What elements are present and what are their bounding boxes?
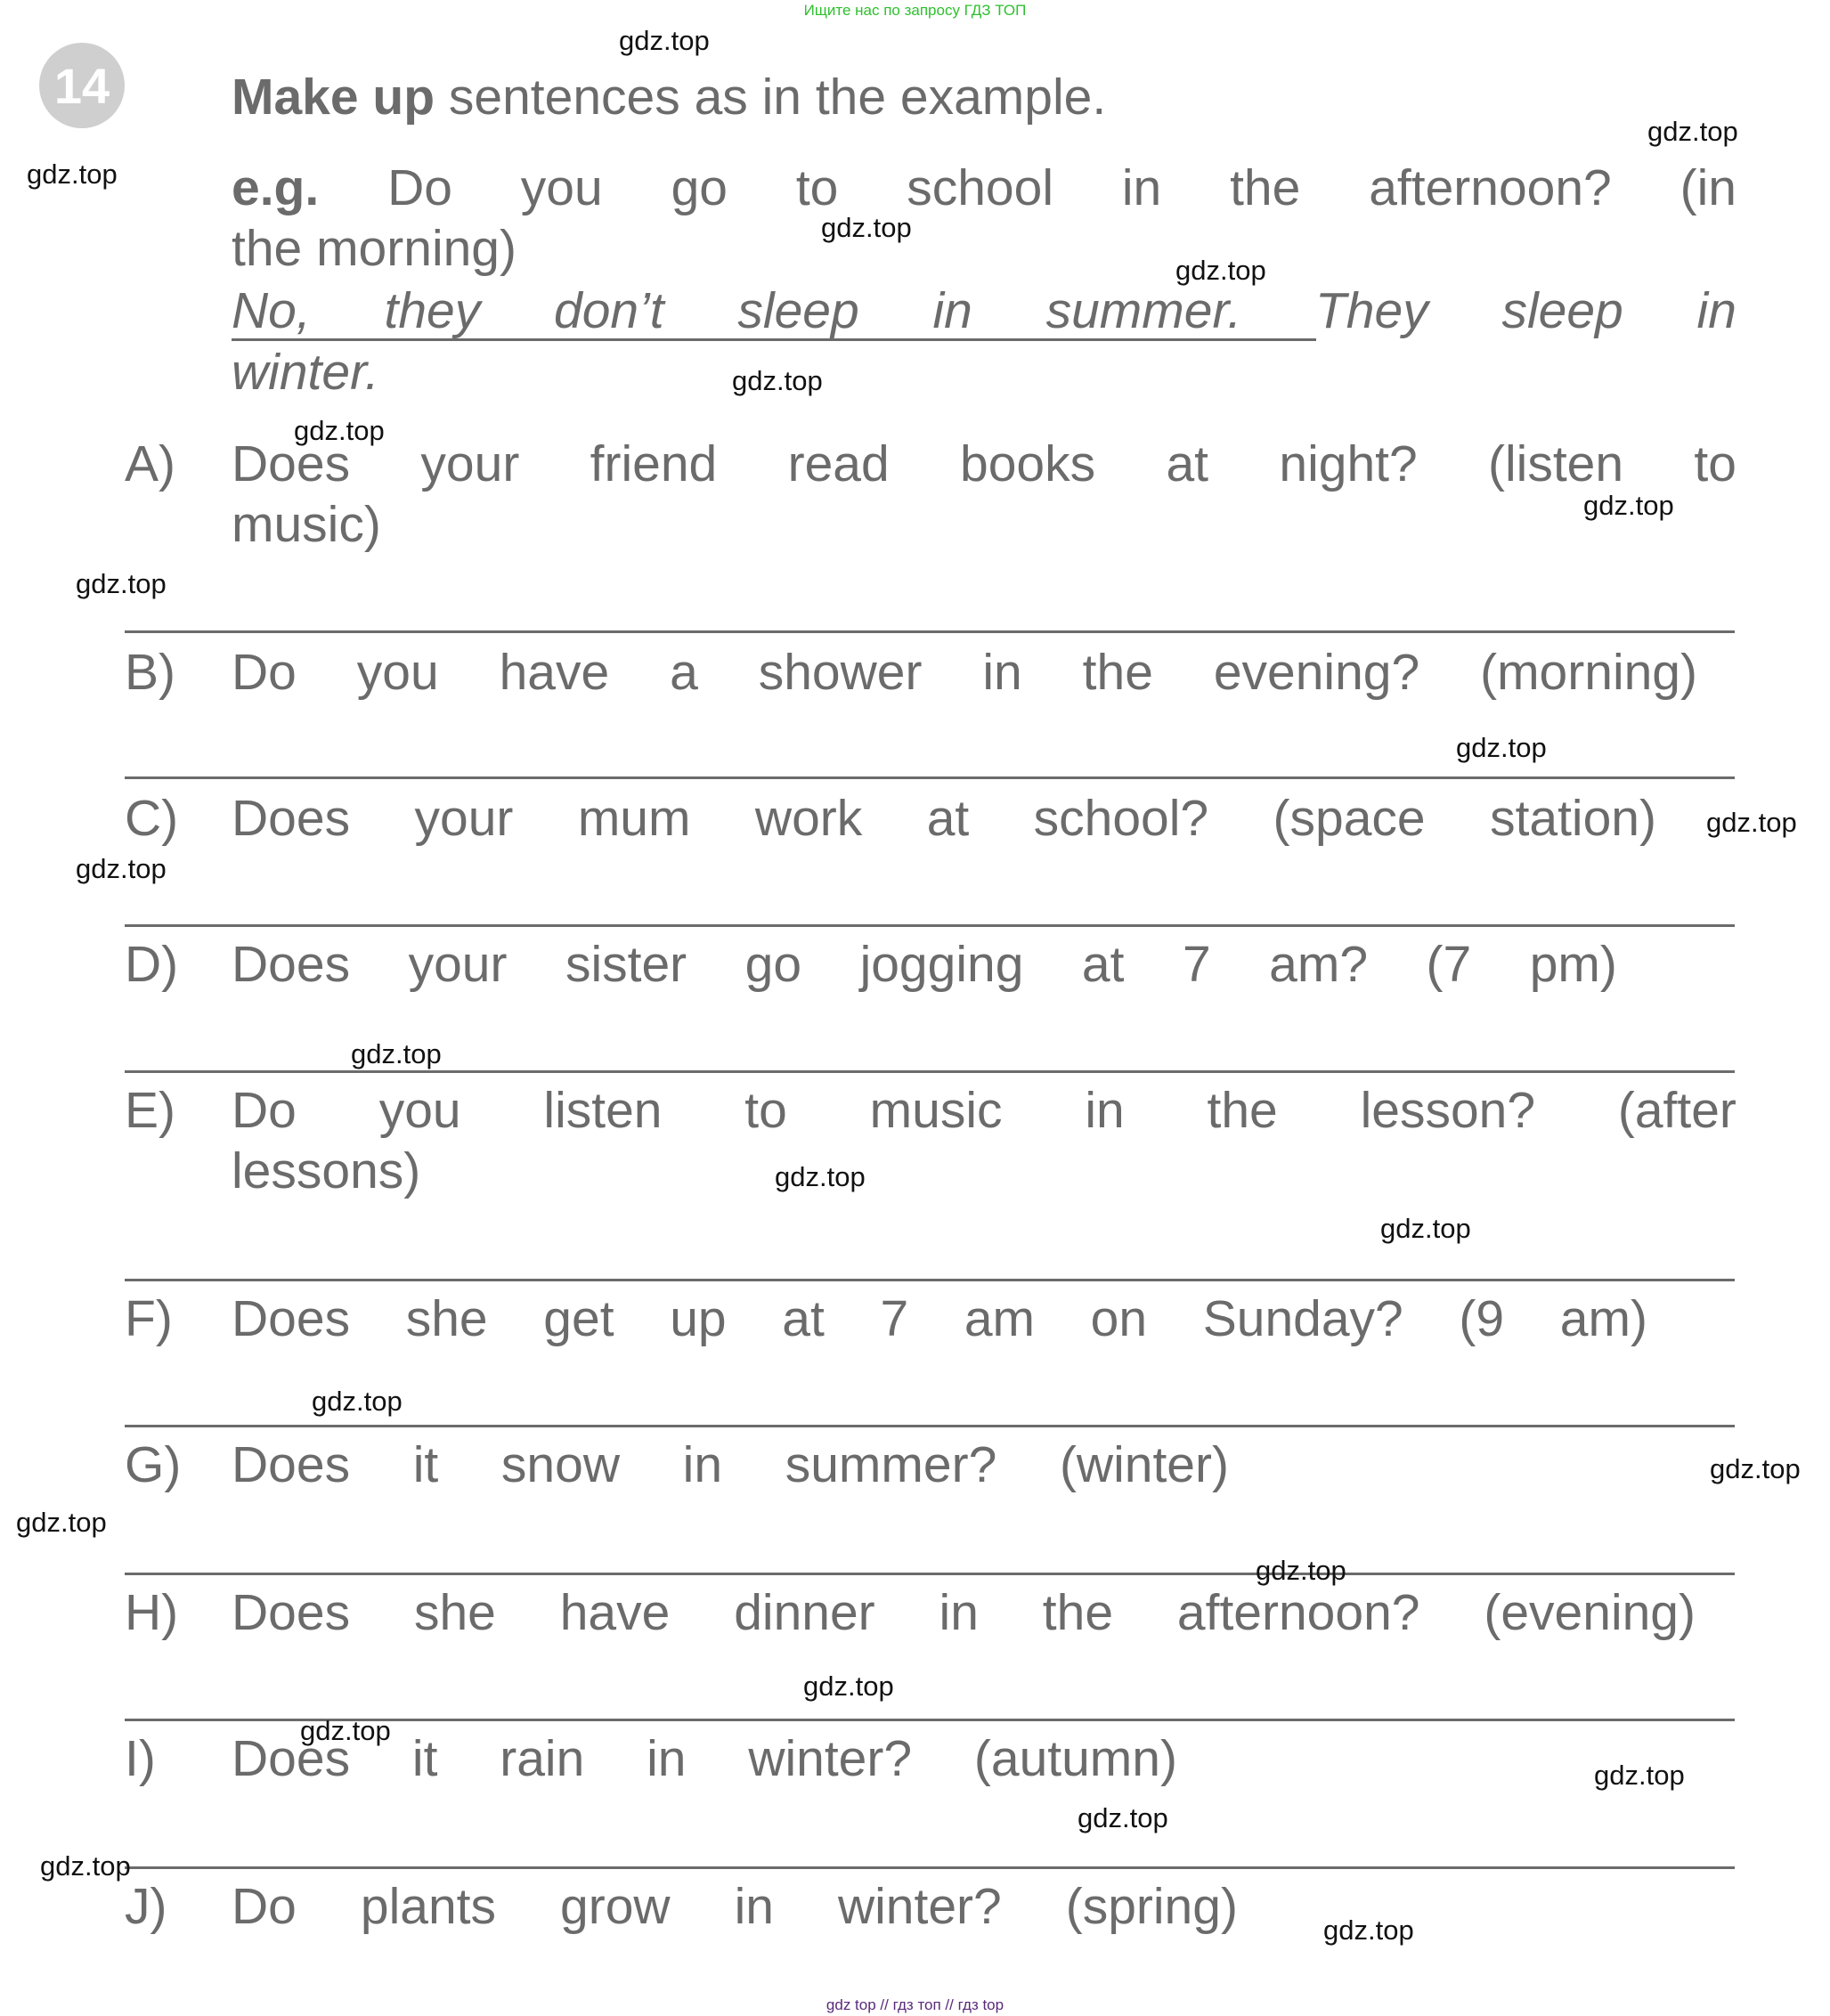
watermark: gdz.top (1583, 490, 1674, 521)
word: am? (1269, 936, 1369, 993)
word: evening? (1213, 644, 1420, 701)
watermark: gdz.top (1256, 1555, 1346, 1586)
question-letter-c: C) (125, 790, 179, 847)
word: in (1085, 1082, 1125, 1139)
word: the (1230, 159, 1301, 216)
word: winter? (748, 1730, 913, 1787)
word: your (420, 435, 520, 492)
answer-line-d[interactable] (125, 1070, 1735, 1073)
word: dinner (734, 1584, 875, 1641)
word: she (405, 1290, 488, 1347)
word: plants (360, 1878, 496, 1935)
word: 7 (880, 1290, 909, 1347)
answer-line-g[interactable] (125, 1573, 1735, 1575)
word: you (378, 1082, 461, 1139)
word: to (744, 1082, 787, 1139)
word: Does (232, 790, 351, 847)
question-letter-i: I) (125, 1730, 156, 1787)
word: rain (500, 1730, 585, 1787)
question-letter-j: J) (125, 1878, 167, 1935)
word: night? (1279, 435, 1418, 492)
watermark: gdz.top (1323, 1914, 1414, 1946)
question-g-line1 (232, 1435, 1229, 1494)
word: snow (500, 1436, 620, 1493)
word: go (744, 936, 802, 993)
word: at (926, 790, 970, 847)
word: she (413, 1584, 496, 1641)
word: Does (232, 1290, 351, 1347)
word: the (1042, 1584, 1114, 1641)
example-answer-underline (232, 338, 1316, 341)
word: (in (1680, 159, 1736, 216)
word: Do (232, 1878, 297, 1935)
word: to (1694, 435, 1736, 492)
watermark: gdz.top (803, 1671, 894, 1702)
word: it (411, 1730, 438, 1787)
word: school? (1033, 790, 1209, 847)
watermark: gdz.top (1456, 732, 1547, 763)
word: am) (1559, 1290, 1647, 1347)
word: the (1082, 644, 1153, 701)
word: (space (1273, 790, 1426, 847)
word: you (356, 644, 439, 701)
word: station) (1490, 790, 1656, 847)
word: (listen (1488, 435, 1624, 492)
word: (after (1617, 1082, 1736, 1139)
watermark: gdz.top (775, 1161, 866, 1192)
word: sleep (1501, 282, 1623, 339)
watermark: gdz.top (1078, 1802, 1168, 1833)
answer-line-a[interactable] (125, 630, 1735, 633)
watermark: gdz.top (1380, 1213, 1471, 1244)
word: in (1121, 159, 1162, 216)
answer-line-e[interactable] (125, 1279, 1735, 1281)
question-letter-h: H) (125, 1584, 179, 1641)
word: Does (232, 1584, 351, 1641)
answer-line-c[interactable] (125, 924, 1735, 927)
word: am (964, 1290, 1036, 1347)
question-d-line1 (232, 935, 1617, 994)
example-label: e.g. (232, 159, 320, 216)
watermark: gdz.top (1647, 116, 1738, 147)
word: Does (232, 1436, 351, 1493)
word: listen (543, 1082, 663, 1139)
word: books (960, 435, 1096, 492)
watermark: gdz.top (1710, 1453, 1801, 1484)
word: up (670, 1290, 727, 1347)
watermark: gdz.top (40, 1850, 131, 1882)
instruction-bold: Make up (232, 69, 435, 126)
word: (autumn) (973, 1730, 1177, 1787)
word: get (543, 1290, 614, 1347)
word: Do (232, 1082, 297, 1139)
word: jogging (859, 936, 1024, 993)
answer-line-b[interactable] (125, 776, 1735, 779)
word: (evening) (1484, 1584, 1696, 1641)
word: at (1166, 435, 1209, 492)
word: it (412, 1436, 439, 1493)
watermark: gdz.top (1706, 807, 1797, 838)
example-question-line1 (232, 159, 1736, 217)
word: at (782, 1290, 825, 1347)
word: friend (590, 435, 718, 492)
watermark: gdz.top (76, 853, 167, 884)
watermark: gdz.top (351, 1038, 442, 1069)
watermark: gdz.top (732, 365, 823, 396)
question-f-line1 (232, 1289, 1647, 1348)
word: in (982, 644, 1022, 701)
watermark: gdz.top (619, 25, 710, 56)
word: summer. (1045, 282, 1242, 339)
question-a-line2: music) (232, 496, 381, 553)
word: (7 (1426, 936, 1472, 993)
example-answer-line2: winter. (232, 344, 379, 401)
word: music (869, 1082, 1003, 1139)
footer: gdz top // гдз топ // гдз top (826, 1996, 1004, 2013)
instruction (232, 68, 1273, 126)
word: sister (565, 936, 687, 993)
word: have (559, 1584, 671, 1641)
watermark: gdz.top (312, 1386, 403, 1417)
word: in (647, 1730, 687, 1787)
watermark: gdz.top (1594, 1760, 1685, 1791)
example-question-line2: the morning) (232, 220, 516, 277)
word: lesson? (1360, 1082, 1536, 1139)
word: sleep (737, 282, 859, 339)
question-e-line2: lessons) (232, 1142, 421, 1199)
word: in (734, 1878, 774, 1935)
word: Do (387, 159, 452, 216)
word: your (408, 936, 508, 993)
example-answer-line1 (232, 281, 1736, 340)
word: Does (232, 1730, 351, 1787)
word: the (1207, 1082, 1278, 1139)
word: in (932, 282, 972, 339)
word: they (384, 282, 481, 339)
question-letter-b: B) (125, 644, 175, 701)
question-j-line1 (232, 1877, 1238, 1936)
word: afternoon? (1369, 159, 1612, 216)
word: your (414, 790, 514, 847)
word: (winter) (1059, 1436, 1229, 1493)
question-b-line1 (232, 643, 1697, 702)
watermark: gdz.top (16, 1507, 107, 1538)
word: winter? (837, 1878, 1002, 1935)
word: don’t (554, 282, 664, 339)
question-h-line1 (232, 1583, 1696, 1642)
watermark: gdz.top (1175, 255, 1266, 286)
word: go (671, 159, 728, 216)
word: grow (560, 1878, 671, 1935)
word: have (499, 644, 610, 701)
question-letter-f: F) (125, 1290, 173, 1347)
word: Does (232, 435, 351, 492)
question-letter-e: E) (125, 1082, 175, 1139)
word: (morning) (1480, 644, 1697, 701)
watermark: gdz.top (300, 1715, 391, 1746)
instruction-rest: sentences as in the example. (448, 69, 1107, 126)
question-letter-a: A) (125, 435, 175, 492)
question-letter-d: D) (125, 936, 179, 993)
word: school (907, 159, 1053, 216)
word: Sunday? (1202, 1290, 1403, 1347)
word: work (754, 790, 863, 847)
word: afternoon? (1176, 1584, 1420, 1641)
word: in (682, 1436, 723, 1493)
word: pm) (1529, 936, 1617, 993)
watermark: gdz.top (821, 212, 912, 243)
question-a-line1 (232, 435, 1736, 493)
word: in (1696, 282, 1736, 339)
word: (9 (1459, 1290, 1505, 1347)
question-e-line1 (232, 1081, 1736, 1140)
word: on (1090, 1290, 1148, 1347)
word: 7 (1182, 936, 1211, 993)
word: Does (232, 936, 351, 993)
watermark: gdz.top (27, 159, 118, 190)
word: at (1081, 936, 1125, 993)
answer-line-f[interactable] (125, 1425, 1735, 1427)
question-letter-g: G) (125, 1436, 182, 1493)
word: mum (577, 790, 691, 847)
word: summer? (785, 1436, 997, 1493)
watermark: gdz.top (76, 568, 167, 599)
word: a (670, 644, 698, 701)
word: They (1314, 282, 1428, 339)
word: Do (232, 644, 297, 701)
word: you (520, 159, 603, 216)
word: No, (232, 282, 311, 339)
answer-line-i[interactable] (125, 1866, 1735, 1869)
word: to (795, 159, 839, 216)
word: in (939, 1584, 979, 1641)
word: shower (758, 644, 923, 701)
word: read (787, 435, 890, 492)
top-banner: Ищите нас по запросу ГДЗ ТОП (803, 2, 1027, 19)
word: (spring) (1065, 1878, 1238, 1935)
question-c-line1 (232, 789, 1656, 848)
exercise-number-badge: 14 (39, 43, 125, 128)
watermark: gdz.top (294, 415, 385, 446)
